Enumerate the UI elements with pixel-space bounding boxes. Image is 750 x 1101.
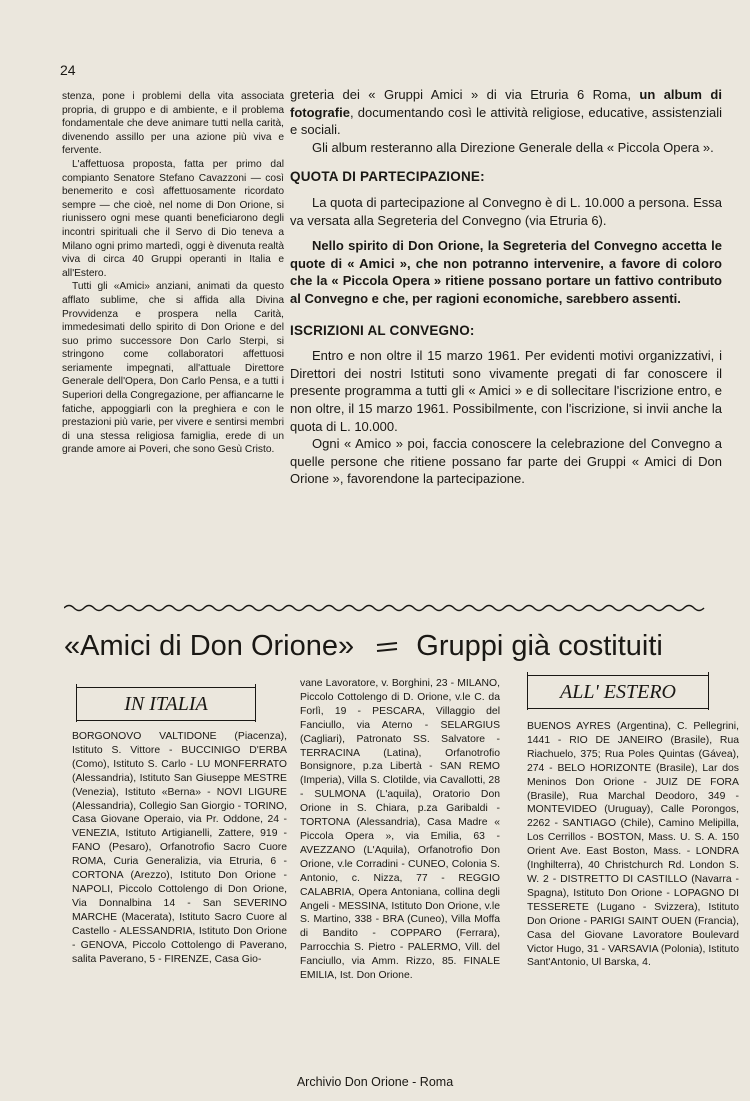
estero-list: BUENOS AYRES (Argentina), C. Pellegrini, 1441 - RIO DE JANEIRO (Brasile), Rua Riachuelo, 375; Rua Poles Quintas (Gávea), 274 - BELO HORIZONTE (Brasile), Lar dos Meninos Don Orione - JUIZ DE FORA (Brasile), Rua Marchal Deodoro, 349 - MONTEVIDEO (Uruguay), Calle Porongos, 2262 - SANTIAGO (Chile), Camino Melipilla, Los Cerrillos - BOSTON, Mass. U. S. A. 150 Orient Ave. East Boston, Mass. - LONDRA (Inghilterra), 40 Christchurch Rd. London S. W. 2 - DISTRETTO DI CASTILLO (Navarra - Spagna), Istituto Don Orione - LOPAGNO DI TESSERETE (Lugano - Svizzera), Istituto Don Orione - PARIGI SAINT OUEN (Francia), Casa del Giovane Lavoratore Boulevard Victor Hugo, 31 - VARSAVIA (Polonia), Istituto Sant'Antonio, Ul Barska, 4.	[527, 721, 739, 969]
banner-title-right: Gruppi già costituiti	[416, 630, 663, 662]
page-number: 24	[60, 62, 76, 78]
spirit-paragraph: Nello spirito di Don Orione, la Segreteria del Convegno accetta le quote di « Amici », che non potranno intervenire, a favore di coloro che la « Piccola Opera » ritiene possano portare un fattivo contributo al Convegno e che, per ragioni economiche, sarebbero assenti.	[290, 238, 722, 306]
left-paragraph: Tutti gli «Amici» anziani, animati da questo afflato sublime, che si affida alla Divina Provvidenza e prospera nella Carità, immedesimati dello spirito di Don Orione e del suo primo successore Don Carlo Sterpi, si stringono come collaboratori affettuosi seriamente impegnati, all'attuale Direttore Generale dell'Opera, Don Carlo Pensa, e a tutti i Superiori della Congregazione, per affiancarne le fatiche, appoggiarli con la preghiera e con le prestazioni più varie, per vivere e sentirsi membri di una stessa religiosa famiglia, erede di un grande amore ai Poveri, che sono Gesù Cristo.	[62, 281, 284, 456]
italia-list-col1: BORGONOVO VALTIDONE (Piacenza), Istituto S. Vittore - BUCCINIGO D'ERBA (Como), Istituto S. Carlo - LU MONFERRATO (Alessandria), Istituto San Giuseppe MESTRE (Venezia), Istituto «Berna» - NOVI LIGURE (Alessandria), Collegio San Giorgio - TORINO, Casa Giovane Operaio, via Pr. Oddone, 24 - VENEZIA, Istituto Artigianelli, Zattere, 919 - FANO (Pesaro), Orfanotrofio Sacro Cuore ROMA, Curia Generalizia, via Etruria, 6 - CORTONA (Arezzo), Istituto Don Orione - NAPOLI, Piccolo Cottolengo di Don Orione, Via Donnalbina 14 - San SEVERINO MARCHE (Macerata), Istituto Sacro Cuore al Castello - ALESSANDRIA, Istituto Don Orione - GENOVA, Piccolo Cottolengo di Paverano, salita Paverano, 5 - FIRENZE, Casa Gio-	[72, 731, 287, 965]
right-column-text	[290, 86, 722, 488]
album-paragraph	[290, 86, 722, 139]
quota-paragraph: La quota di partecipazione al Convegno è di L. 10.000 a persona. Essa va versata alla Segreteria del Convegno (via Etruria 6).	[290, 194, 722, 228]
album-intro: greteria dei « Gruppi Amici » di via Etruria 6 Roma,	[290, 87, 640, 102]
estero-label: ALL' ESTERO	[527, 675, 709, 709]
quota-heading: QUOTA DI PARTECIPAZIONE:	[290, 169, 485, 185]
album-rest: , documentando così le attività religiose, educative, assistenziali e sociali.	[290, 104, 722, 138]
wavy-divider	[64, 602, 724, 614]
archive-footer: Archivio Don Orione - Roma	[296, 1075, 454, 1089]
album-note: Gli album resteranno alla Direzione Generale della « Piccola Opera ».	[312, 139, 714, 155]
iscrizioni-heading: ISCRIZIONI AL CONVEGNO:	[290, 322, 475, 338]
album-bold: un album di fotografie	[290, 87, 722, 120]
italia-label: IN ITALIA	[76, 687, 256, 721]
left-column-text	[62, 90, 284, 457]
double-dash-separator	[376, 640, 398, 654]
iscrizioni-paragraph: Entro e non oltre il 15 marzo 1961. Per evidenti motivi organizzativi, i Direttori dei nostri Istituti sono vivamente pregati di far conoscere il presente programma a tutti gli « Amici » e di sollecitare l'iscrizione entro, e non oltre, il 15 marzo 1961. Possibilmente, con l'iscrizione, si invii anche la quota di L. 10.000.	[290, 348, 722, 434]
banner-title-left: «Amici di Don Orione»	[64, 630, 355, 662]
italia-list-col2: vane Lavoratore, v. Borghini, 23 - MILANO, Piccolo Cottolengo di D. Orione, v.le C. da Forlì, 19 - PESCARA, Villaggio del Fanciullo, via Aterno - SELARGIUS (Cagliari), Patronato SS. Salvatore - TERRACINA (Latina), Orfanotrofio Bonsignore, p.za Libertà - SAN REMO (Imperia), Villa S. Clotilde, via Cavallotti, 28 - SULMONA (L'aquila), Oratorio Don Orione in S. Chiara, p.za Garibaldi - TORTONA (Alessandria), Casa Madre « Piccola Opera », via Emilia, 63 - AVEZZANO (L'Aquila), Orfanotrofio Don Orione, v.le Corradini - CUNEO, Colonia S. Antonio, c. Nizza, 77 - REGGIO CALABRIA, Opera Antoniana, collina degli Angeli - MESSINA, Istituto Don Orione, v.le S. Martino, 338 - BRA (Cuneo), Villa Moffa di Bandito - COPPARO (Ferrara), Parrocchia S. Pietro - PALERMO, Vill. del Fanciullo, via Amm. Rizzo, 85. FINALE EMILIA, Ist. Don Orione.	[300, 678, 500, 982]
left-paragraph: L'affettuosa proposta, fatta per primo dal compianto Senatore Stefano Cavazzoni — così benemerito e così affettuosamente ricordato sempre — che cioè, nel nome di Don Orione, si riunissero ogni mese quanti beneficiarono degli incontri spirituali che il Servo di Dio teneva a Milano ogni primo martedì, oggi è divenuta realtà viva di circa 40 Gruppi operanti in Italia e all'Estero.	[62, 158, 284, 279]
left-paragraph: stenza, pone i problemi della vita associata propria, di gruppo e di ambiente, e il problema fondamentale che deve animare tutti nella carità, divenendo assillo per una azione più viva e fervente.	[62, 91, 284, 157]
amico-paragraph: Ogni « Amico » poi, faccia conoscere la celebrazione del Convegno a quelle persone che ritiene possano far parte dei Gruppi « Amici di Don Orione », favorendone la partecipazione.	[290, 436, 722, 487]
section-banner	[64, 622, 736, 670]
